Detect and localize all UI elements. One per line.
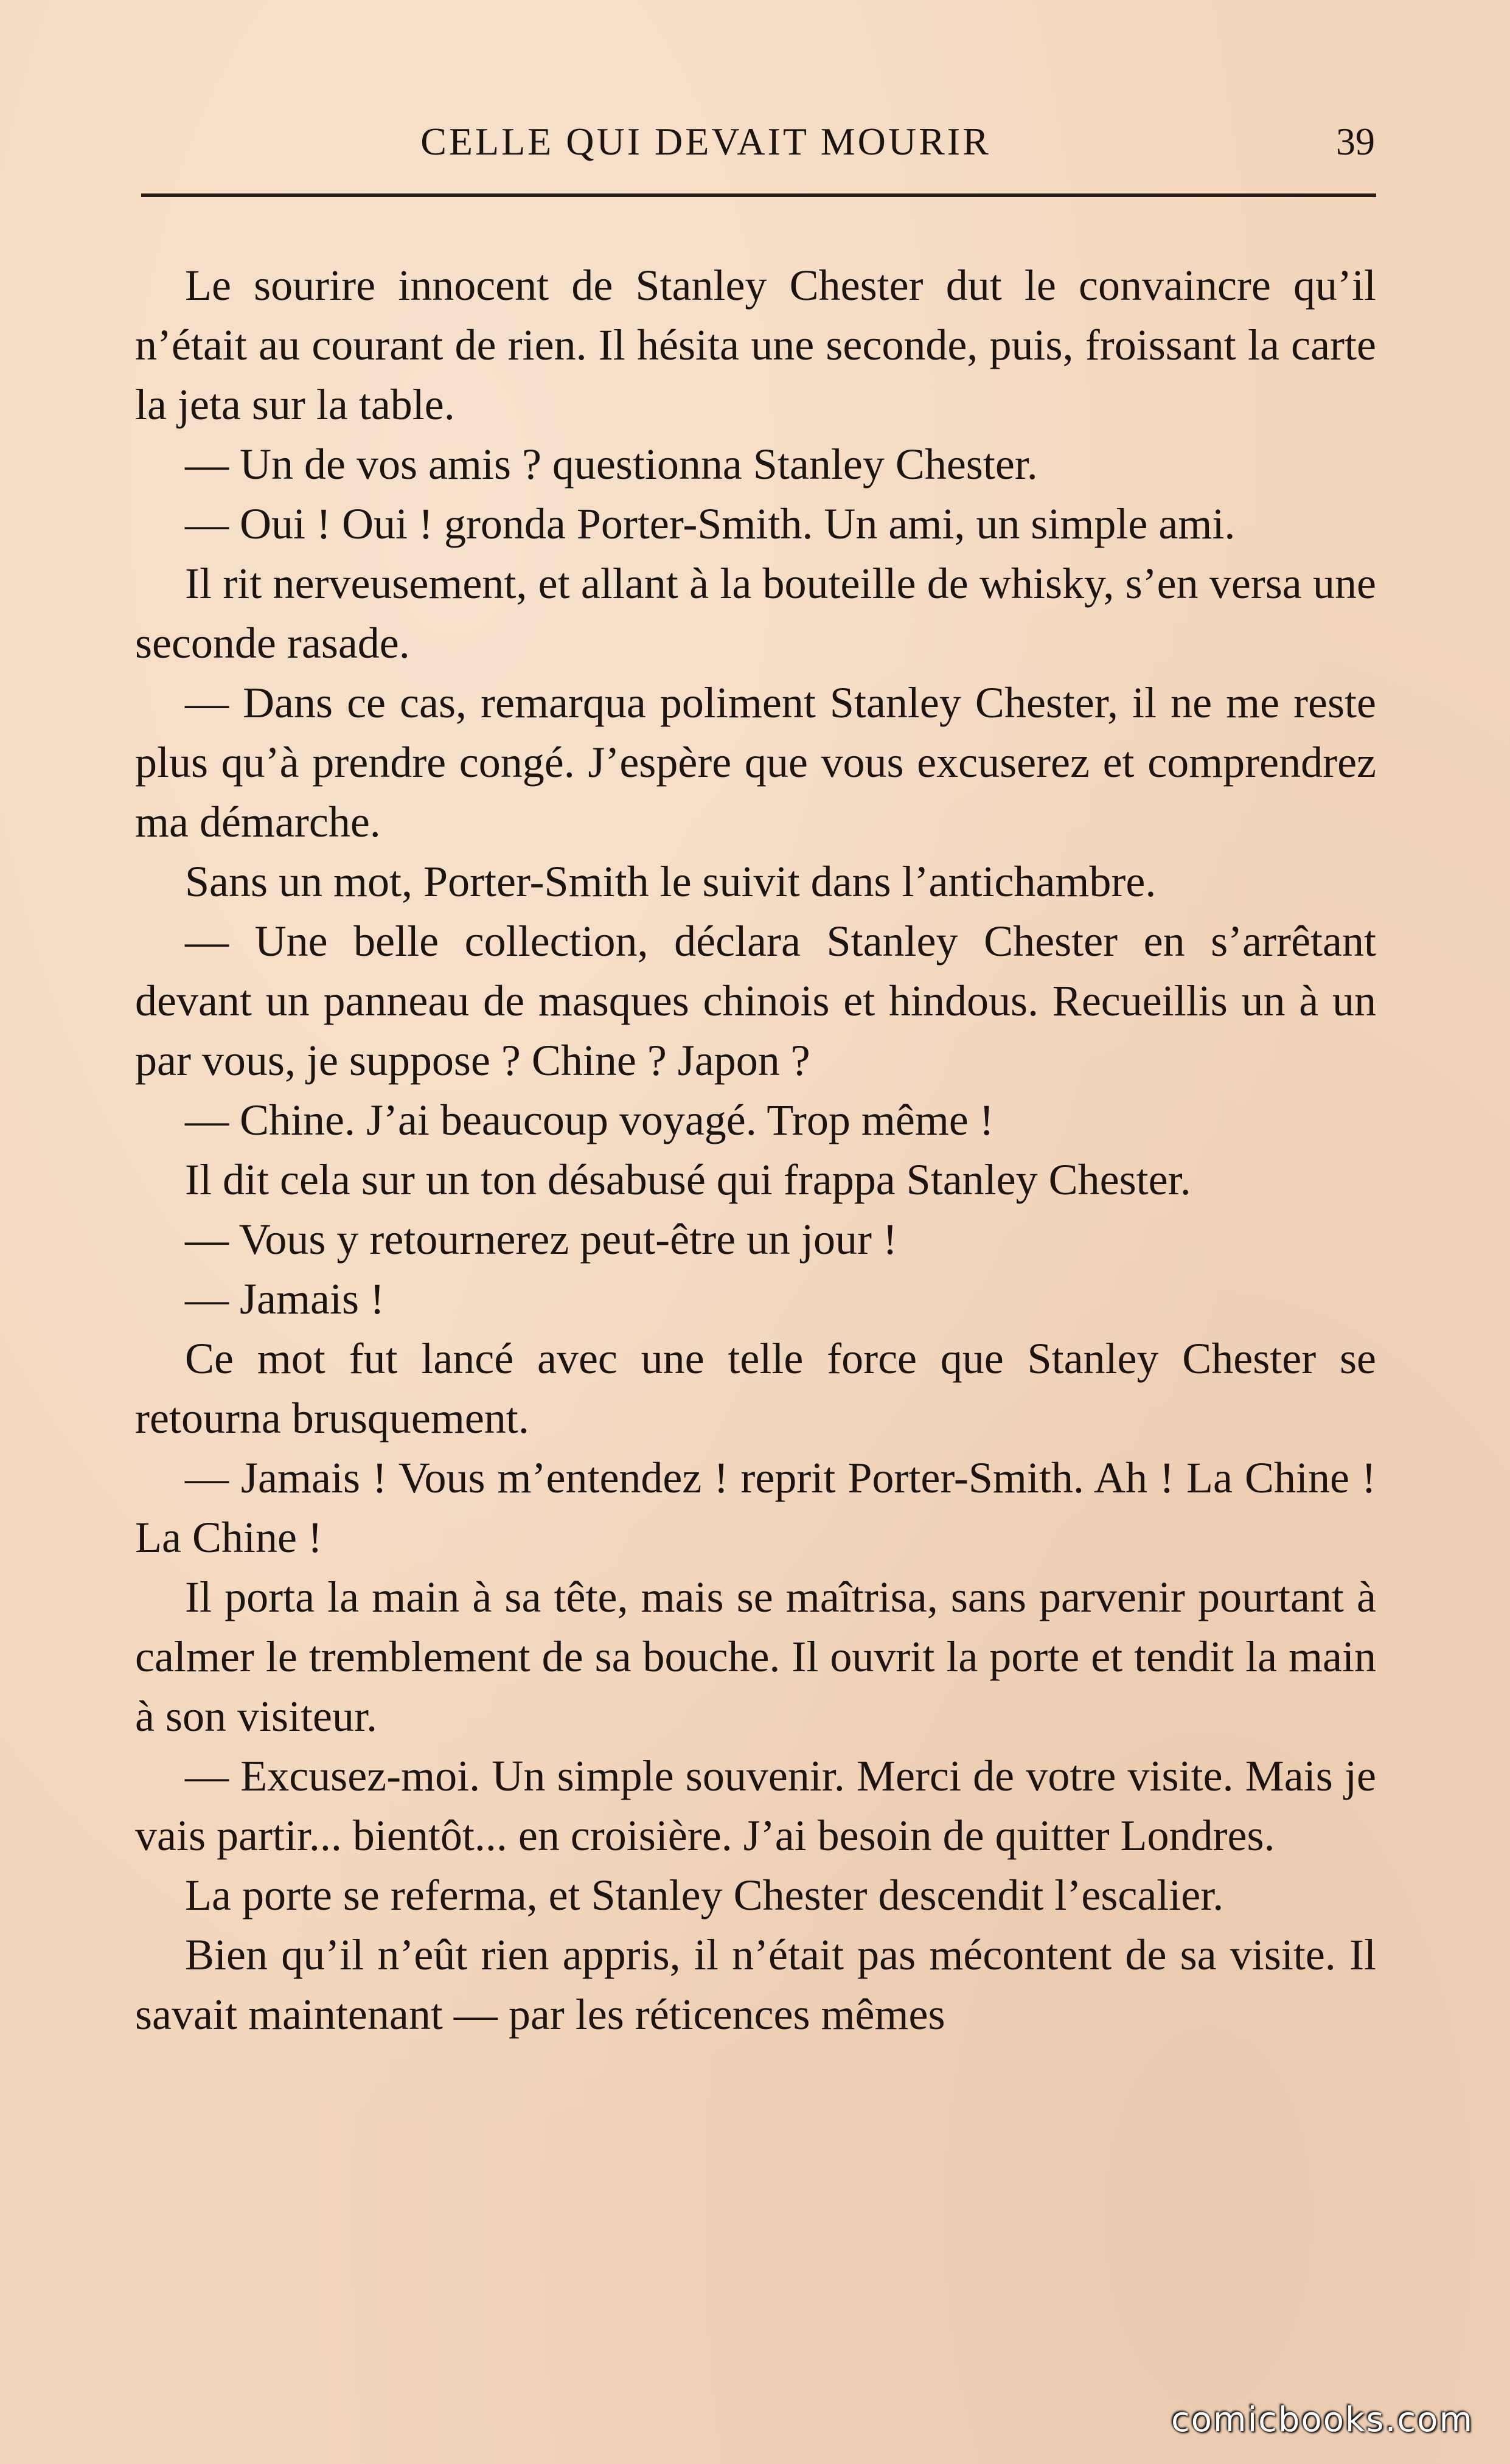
body-text <box>135 256 1376 2044</box>
page-header <box>140 114 1375 169</box>
paragraph: — Jamais ! Vous m’entendez ! reprit Porter-Smith. Ah ! La Chine ! La Chine ! <box>135 1453 1376 1562</box>
paragraph: — Vous y retournerez peut-être un jour ! <box>185 1215 897 1264</box>
paragraph: Bien qu’il n’eût rien appris, il n’était pas mécontent de sa visite. Il savait maintenant — par les réticences mêmes <box>135 1930 1376 2039</box>
header-rule <box>141 193 1376 197</box>
paragraph: Le sourire innocent de Stanley Chester dut le convaincre qu’il n’était au courant de rien. Il hésita une seconde, puis, froissant la carte la jeta sur la table. <box>135 261 1376 429</box>
watermark: comicbooks.com <box>1171 2400 1473 2440</box>
paragraph: La porte se referma, et Stanley Chester descendit l’escalier. <box>185 1871 1224 1919</box>
paragraph: Il porta la main à sa tête, mais se maîtrisa, sans parvenir pourtant à calmer le tremblement de sa bouche. Il ouvrit la porte et tendit la main à son visiteur. <box>135 1573 1376 1741</box>
paragraph: — Chine. J’ai beaucoup voyagé. Trop même ! <box>185 1096 994 1144</box>
paragraph: — Oui ! Oui ! gronda Porter-Smith. Un ami, un simple ami. <box>185 499 1236 548</box>
running-title: CELLE QUI DEVAIT MOURIR <box>420 120 991 163</box>
paragraph: Il dit cela sur un ton désabusé qui frappa Stanley Chester. <box>185 1155 1191 1204</box>
paragraph: — Excusez-moi. Un simple souvenir. Merci de votre visite. Mais je vais partir... bientôt... en croisière. J’ai besoin de quitter Londres. <box>135 1752 1376 1860</box>
paragraph: — Une belle collection, déclara Stanley Chester en s’arrêtant devant un panneau de masques chinois et hindous. Recueillis un à un par vous, je suppose ? Chine ? Japon ? <box>135 917 1376 1085</box>
paragraph: Ce mot fut lancé avec une telle force que Stanley Chester se retourna brusquement. <box>135 1334 1376 1443</box>
paragraph: Sans un mot, Porter-Smith le suivit dans l’antichambre. <box>185 857 1157 906</box>
paragraph: — Un de vos amis ? questionna Stanley Chester. <box>185 440 1038 489</box>
paragraph: — Jamais ! <box>185 1275 384 1323</box>
paragraph: — Dans ce cas, remarqua poliment Stanley Chester, il ne me reste plus qu’à prendre congé. J’espère que vous excuserez et comprendrez ma démarche. <box>135 678 1376 846</box>
paragraph: Il rit nerveusement, et allant à la bouteille de whisky, s’en versa une seconde rasade. <box>135 559 1376 667</box>
page-number: 39 <box>1336 120 1375 163</box>
